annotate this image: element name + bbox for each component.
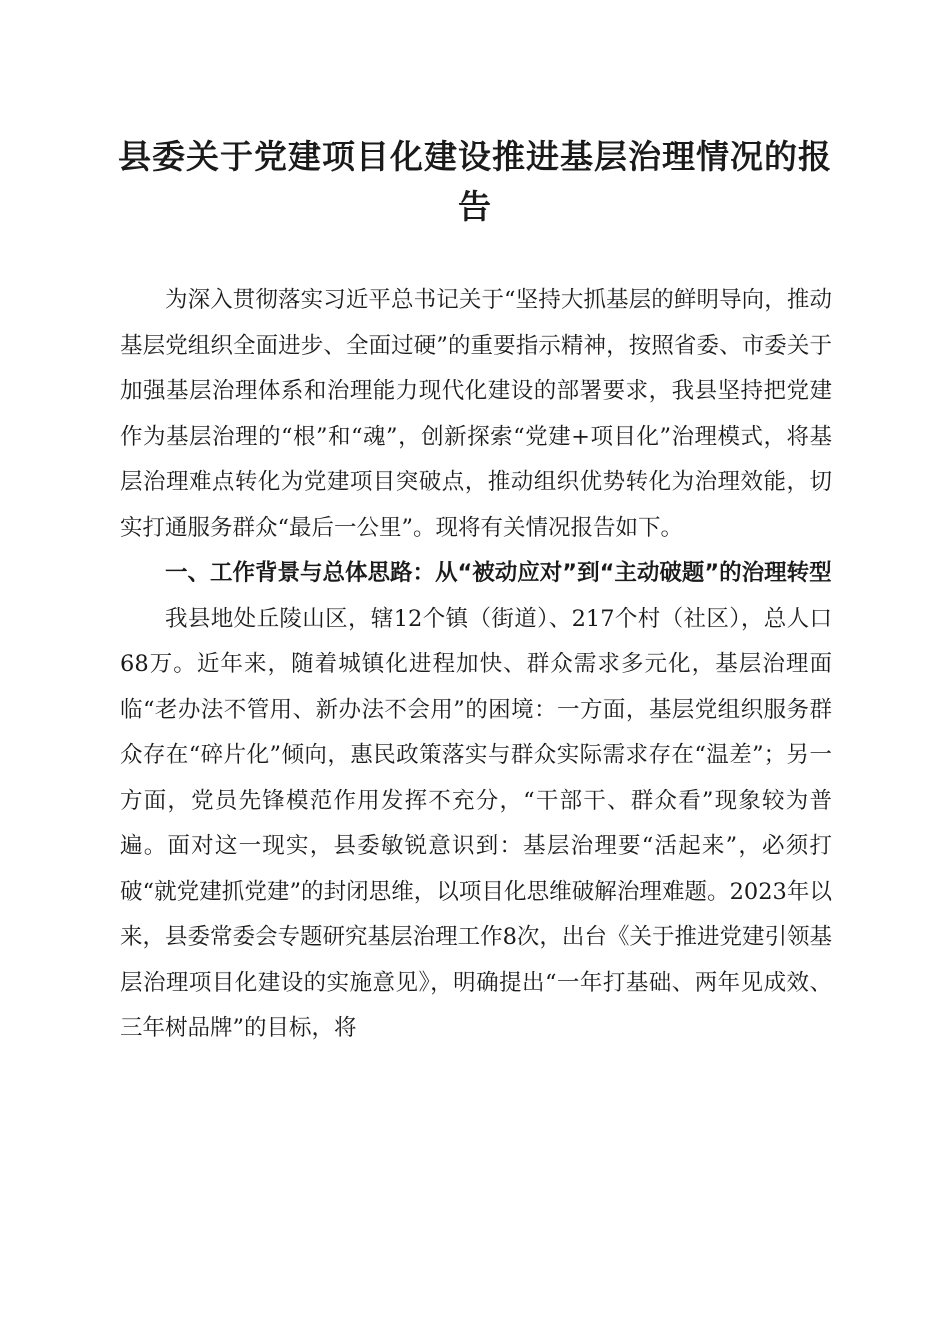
intro-paragraph: 为深入贯彻落实习近平总书记关于“坚持大抓基层的鲜明导向，推动基层党组织全面进步、全面过硬”的重要指示精神，按照省委、市委关于加强基层治理体系和治理能力现代化建设的部署要求，我县坚持把党建作为基层治理的“根”和“魂”，创新探索“党建+项目化”治理模式，将基层治理难点转化为党建项目突破点，推动组织优势转化为治理效能，切实打通服务群众“最后一公里”。现将有关情况报告如下。 [120,287,832,541]
document-body [120,278,832,1052]
section-1-paragraph: 我县地处丘陵山区，辖12个镇（街道）、217个村（社区），总人口68万。近年来，随着城镇化进程加快、群众需求多元化，基层治理面临“老办法不管用、新办法不会用”的困境：一方面，基层党组织服务群众存在“碎片化”倾向，惠民政策落实与群众实际需求存在“温差”；另一方面，党员先锋模范作用发挥不充分，“干部干、群众看”现象较为普遍。面对这一现实，县委敏锐意识到：基层治理要“活起来”，必须打破“就党建抓党建”的封闭思维，以项目化思维破解治理难题。2023年以来，县委常委会专题研究基层治理工作8次，出台《关于推进党建引领基层治理项目化建设的实施意见》，明确提出“一年打基础、两年见成效、三年树品牌”的目标，将 [120,605,832,1041]
document-title: 县委关于党建项目化建设推进基层治理情况的报告 [118,137,832,226]
section-1-heading: 一、工作背景与总体思路：从“被动应对”到“主动破题”的治理转型 [165,560,832,586]
